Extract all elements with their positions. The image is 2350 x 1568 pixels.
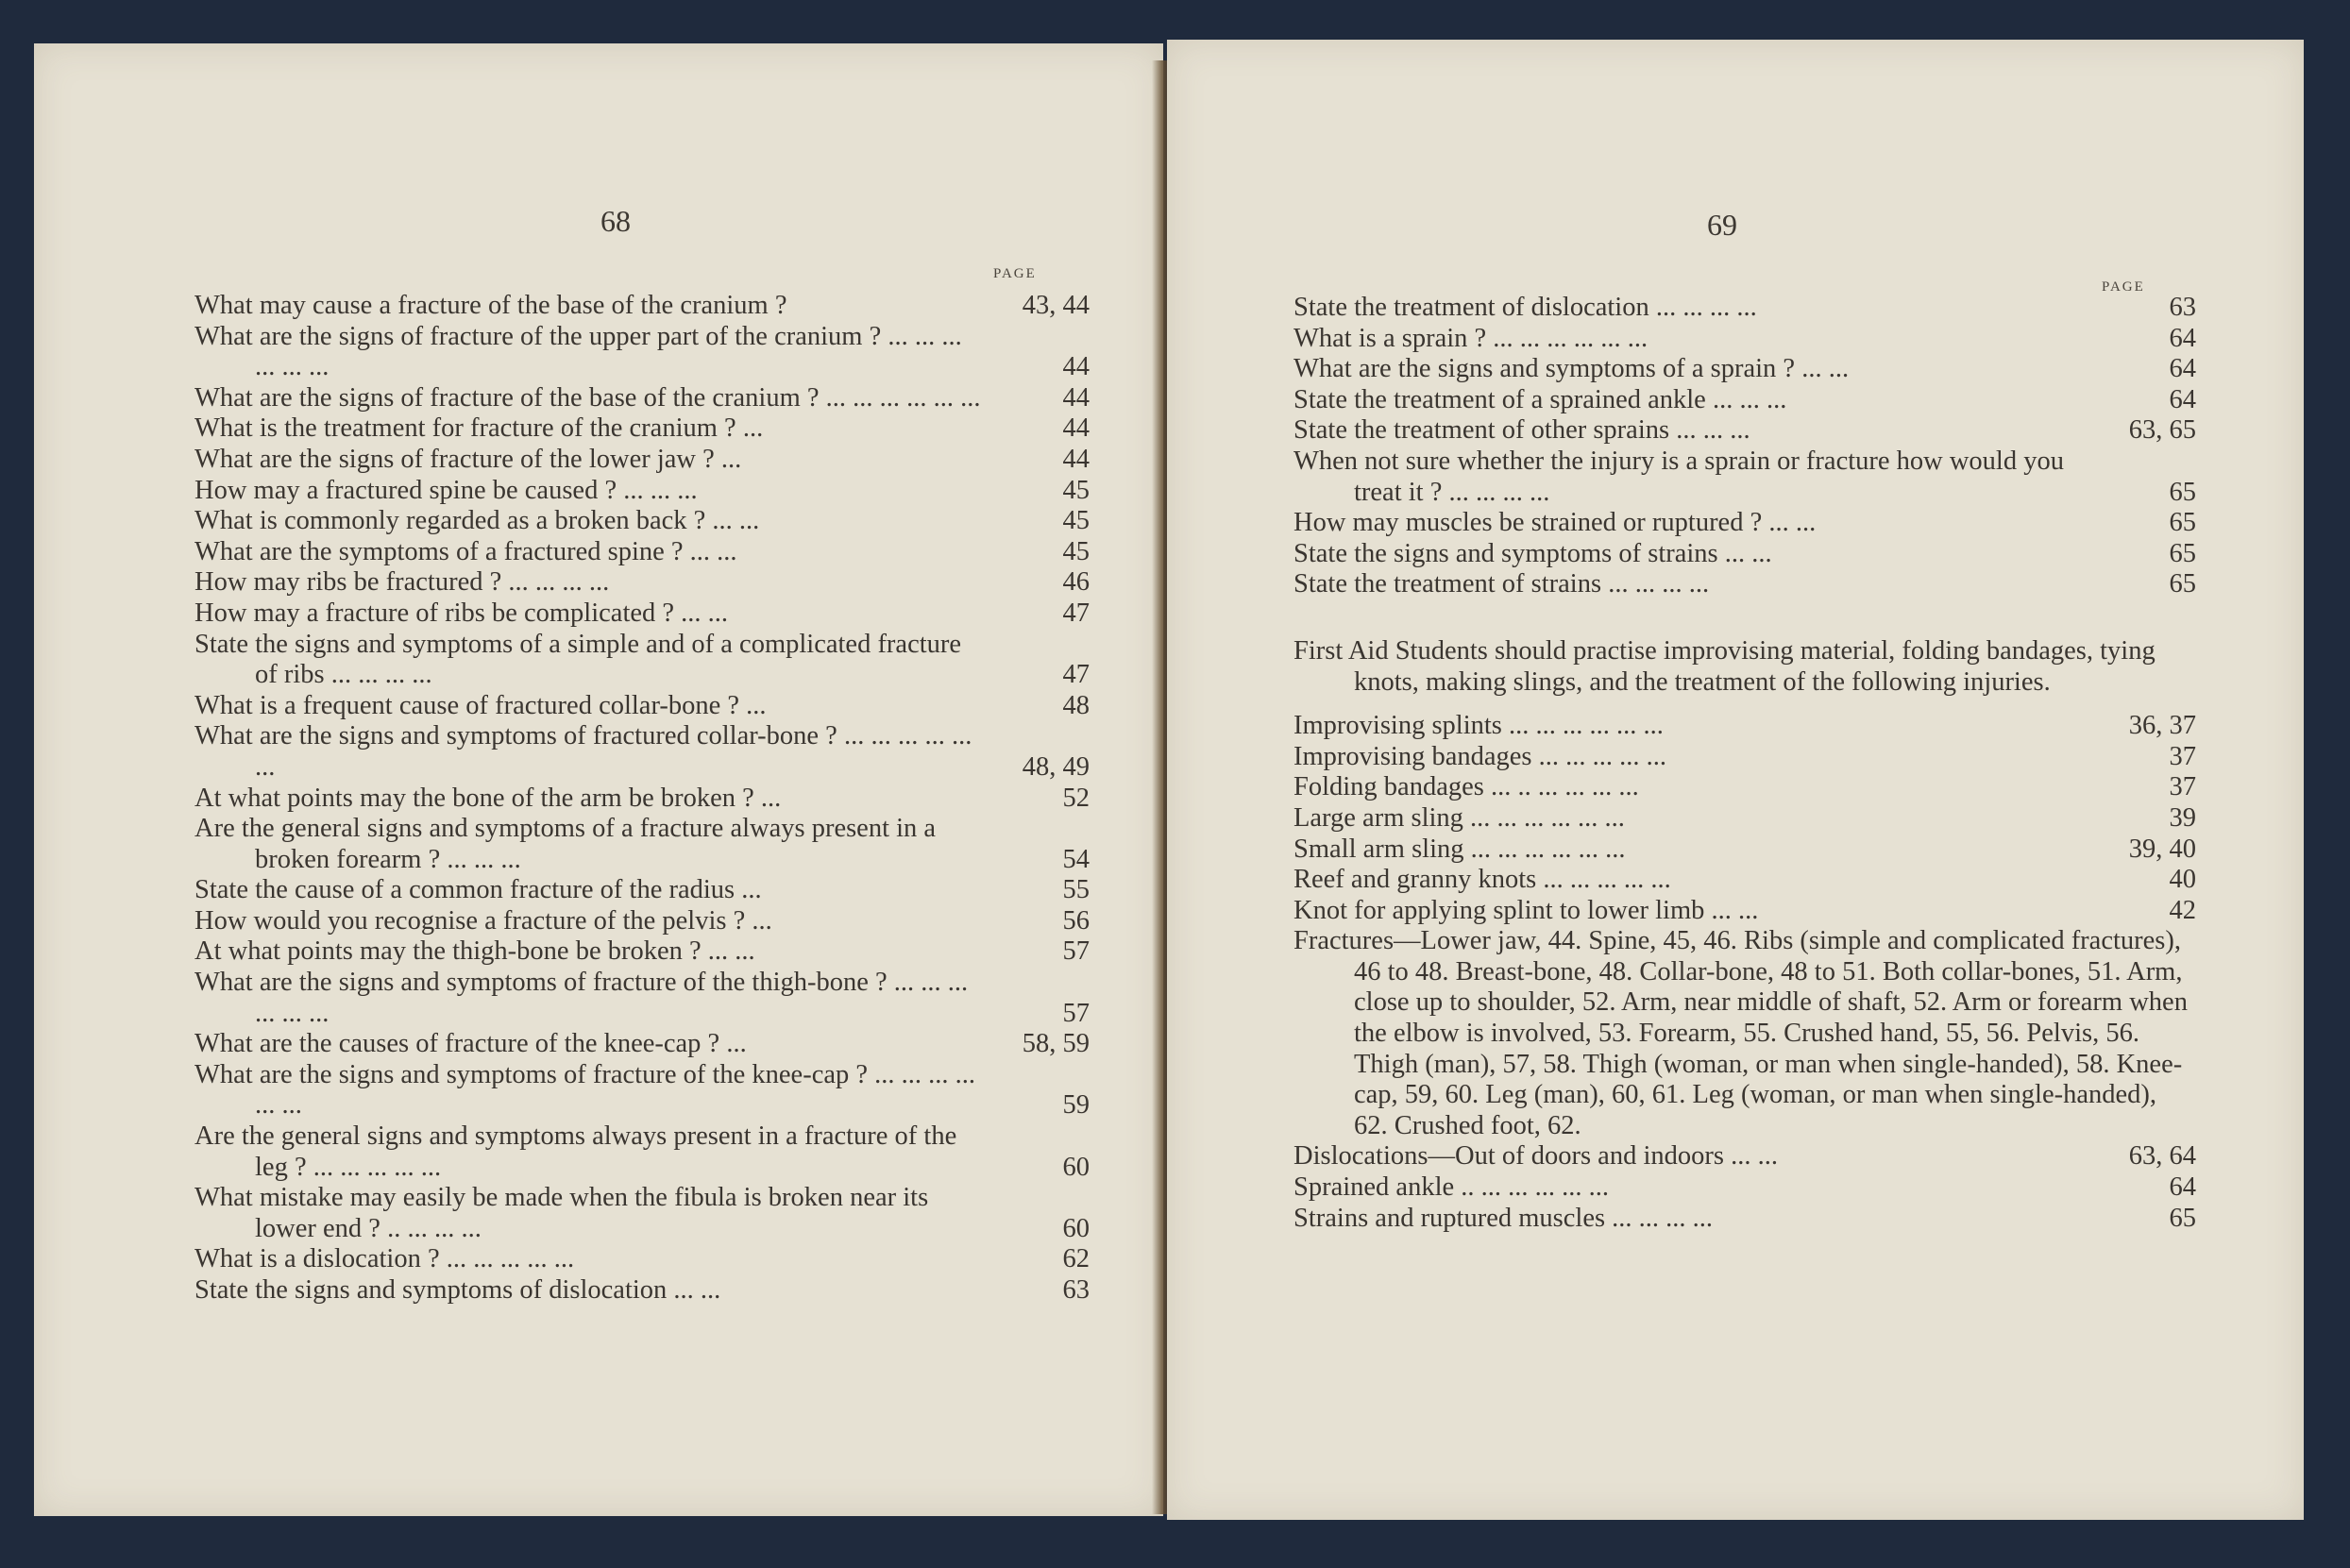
right-page	[1167, 40, 2304, 1520]
entry-text: What may cause a fracture of the base of the cranium ?	[194, 291, 787, 320]
index-entry	[1293, 711, 2196, 742]
index-entry	[194, 875, 1090, 906]
entry-text: Improvising splints ... ... ... ... ... ...	[1293, 711, 1664, 741]
entry-text: How would you recognise a fracture of the pelvis ? ...	[194, 905, 772, 936]
index-entry	[1293, 569, 2196, 600]
index-entry	[1293, 324, 2196, 355]
entry-text: State the signs and symptoms of strains ... ...	[1293, 538, 1772, 568]
entry-page-ref: 45	[1062, 536, 1090, 566]
index-entry	[194, 630, 1090, 691]
index-entry	[1293, 865, 2196, 896]
entry-page-ref: 39, 40	[2128, 834, 2196, 864]
entry-page-ref: 56	[1062, 905, 1090, 936]
page-column-header: PAGE	[993, 266, 1037, 281]
page-number: 69	[1707, 208, 1737, 242]
entry-text: Are the general signs and symptoms of a fracture always present in a broken forearm ? ... ... ...	[194, 814, 937, 874]
entry-page-ref: 62	[1062, 1244, 1090, 1274]
entry-page-ref: 63, 65	[2128, 415, 2196, 446]
index-entry	[194, 383, 1090, 414]
index-entry	[194, 968, 1090, 1029]
index-entry	[1293, 354, 2196, 385]
entry-text: Folding bandages ... .. ... ... ... ...	[1293, 772, 1639, 802]
index-entry	[194, 322, 1090, 383]
index-entry	[194, 1121, 1090, 1183]
entry-page-ref: 44	[1062, 382, 1090, 413]
index-entry	[1293, 447, 2196, 508]
index-entry	[1293, 1172, 2196, 1204]
entry-page-ref: 63, 64	[2128, 1141, 2196, 1172]
entry-page-ref: 54	[1062, 844, 1090, 874]
entry-page-ref: 44	[1062, 352, 1090, 382]
index-entry	[1293, 539, 2196, 570]
index-entry	[194, 537, 1090, 568]
question-list	[194, 291, 1090, 1307]
entry-page-ref: 36, 37	[2128, 711, 2196, 741]
entry-text: At what points may the thigh-bone be broken ? ... ...	[194, 936, 755, 967]
entry-page-ref: 45	[1062, 506, 1090, 536]
index-entry	[1293, 1141, 2196, 1172]
fractures-entry: Fractures—Lower jaw, 44. Spine, 45, 46. Ribs (simple and complicated fractures), 46 to 48. Breast-bone, 48. Collar-bone, 48 to 51. Both collar-bones, 51. Arm, close up to shoulder, 52. Arm, near middle of shaft, 52. Arm or forearm when the elbow is involved, 53. Forearm, 55. Crushed hand, 55, 56. Pelvis, 56. Thigh (man), 57, 58. Thigh (woman, or man when single-handed), 58. Knee-cap, 59, 60. Leg (man), 60, 61. Leg (woman, or man when single-handed), 62. Crushed foot, 62.	[1293, 926, 2188, 1140]
index-entry	[194, 906, 1090, 937]
entry-text: What mistake may easily be made when the fibula is broken near its lower end ? .. ... ... ...	[194, 1183, 929, 1243]
page-column-header: PAGE	[2102, 279, 2145, 295]
index-entry	[194, 1029, 1090, 1060]
entry-text: What are the symptoms of a fractured spine ? ... ...	[194, 536, 737, 566]
entry-page-ref: 63	[1062, 1275, 1090, 1305]
entry-page-ref: 37	[2169, 772, 2196, 802]
page-number: 68	[600, 204, 631, 238]
index-entry	[1293, 772, 2196, 803]
index-entry	[1293, 1204, 2196, 1235]
entry-page-ref: 63	[2169, 293, 2196, 322]
entry-text: State the treatment of a sprained ankle ... ... ...	[1293, 384, 1787, 414]
entry-page-ref: 45	[1062, 475, 1090, 505]
index-entry	[194, 291, 1090, 322]
practice-list	[1293, 711, 2196, 926]
index-entry	[194, 445, 1090, 476]
entry-page-ref: 48	[1062, 690, 1090, 720]
entry-text: What is a frequent cause of fractured collar-bone ? ...	[194, 690, 767, 720]
entry-text: What are the signs of fracture of the upper part of the cranium ? ... ... ... ... ... ...	[194, 321, 962, 382]
entry-text: What are the causes of fracture of the knee-cap ? ...	[194, 1029, 747, 1059]
entry-text: Large arm sling ... ... ... ... ... ...	[1293, 802, 1625, 833]
index-entry	[1293, 508, 2196, 539]
entry-page-ref: 58, 59	[1022, 1029, 1090, 1059]
index-entry	[1293, 803, 2196, 835]
entry-text: Knot for applying splint to lower limb ... ...	[1293, 895, 1759, 925]
entry-page-ref: 47	[1062, 660, 1090, 690]
entry-page-ref: 52	[1062, 783, 1090, 813]
index-entry	[194, 721, 1090, 783]
entry-text: Reef and granny knots ... ... ... ... ...	[1293, 865, 1671, 895]
entry-text: State the cause of a common fracture of the radius ...	[194, 875, 762, 905]
entry-page-ref: 65	[2169, 508, 2196, 538]
index-entry	[1293, 385, 2196, 416]
index-entry	[194, 413, 1090, 445]
index-entry	[194, 936, 1090, 968]
index-list	[1293, 293, 2196, 1234]
index-entry	[194, 814, 1090, 875]
entry-text: How may muscles be strained or ruptured ? ... ...	[1293, 508, 1817, 538]
entry-page-ref: 44	[1062, 413, 1090, 444]
entry-page-ref: 48, 49	[1022, 751, 1090, 782]
entry-page-ref: 47	[1062, 598, 1090, 628]
entry-page-ref: 64	[2169, 1172, 2196, 1203]
entry-text: Small arm sling ... ... ... ... ... ...	[1293, 834, 1626, 864]
entry-text: Are the general signs and symptoms always present in a fracture of the leg ? ... ... ... ... ...	[194, 1121, 957, 1182]
entry-text: What are the signs and symptoms of fracture of the thigh-bone ? ... ... ... ... ... ...	[194, 968, 969, 1028]
entry-text: State the treatment of dislocation ... ... ... ...	[1293, 293, 1757, 322]
left-page	[34, 43, 1163, 1516]
entry-text: How may a fracture of ribs be complicated ? ... ...	[194, 598, 729, 628]
entry-page-ref: 65	[2169, 1203, 2196, 1233]
index-entry	[194, 599, 1090, 630]
entry-text: At what points may the bone of the arm be broken ? ...	[194, 783, 782, 813]
index-entry	[194, 506, 1090, 537]
practice-intro: First Aid Students should practise improvising material, folding bandages, tying knots, making slings, and the treatment of the following injuries.	[1293, 635, 2156, 697]
entry-text: Improvising bandages ... ... ... ... ...	[1293, 741, 1666, 771]
entry-page-ref: 40	[2169, 865, 2196, 895]
entry-page-ref: 46	[1062, 567, 1090, 598]
entry-page-ref: 43, 44	[1022, 291, 1090, 320]
entry-text: What are the signs and symptoms of fracture of the knee-cap ? ... ... ... ... ... ...	[194, 1059, 976, 1121]
entry-page-ref: 65	[2169, 477, 2196, 507]
question-list	[1293, 293, 2196, 600]
index-entry	[1293, 835, 2196, 866]
entry-page-ref: 60	[1062, 1152, 1090, 1182]
entry-page-ref: 65	[2169, 538, 2196, 568]
entry-page-ref: 64	[2169, 354, 2196, 384]
entry-text: State the treatment of other sprains ... ... ...	[1293, 415, 1750, 446]
entry-page-ref: 59	[1062, 1090, 1090, 1121]
entry-text: When not sure whether the injury is a sprain or fracture how would you treat it ? ... ... ... ...	[1293, 446, 2064, 507]
index-entry	[194, 1275, 1090, 1307]
entry-page-ref: 57	[1062, 998, 1090, 1028]
entry-text: State the signs and symptoms of a simple and of a complicated fracture of ribs ... ... ... ...	[194, 629, 962, 690]
entry-text: State the treatment of strains ... ... ... ...	[1293, 569, 1710, 599]
index-entry	[194, 1183, 1090, 1244]
index-entry	[1293, 896, 2196, 927]
index-entry	[194, 1060, 1090, 1121]
entry-page-ref: 44	[1062, 444, 1090, 474]
entry-text: State the signs and symptoms of dislocation ... ...	[194, 1275, 721, 1305]
index-entry	[1293, 293, 2196, 324]
index-entry	[194, 784, 1090, 815]
entry-page-ref: 60	[1062, 1213, 1090, 1243]
index-entry	[1293, 415, 2196, 447]
entry-text: What is commonly regarded as a broken back ? ... ...	[194, 506, 760, 536]
entry-text: What is a sprain ? ... ... ... ... ... ...	[1293, 323, 1648, 353]
entry-text: What are the signs of fracture of the lower jaw ? ...	[194, 444, 742, 474]
index-entry	[194, 567, 1090, 599]
entry-page-ref: 55	[1062, 875, 1090, 905]
entry-page-ref: 64	[2169, 384, 2196, 414]
entry-text: Strains and ruptured muscles ... ... ... ...	[1293, 1203, 1714, 1233]
entry-text: Dislocations—Out of doors and indoors ... ...	[1293, 1141, 1778, 1172]
entry-page-ref: 65	[2169, 569, 2196, 599]
injury-list	[1293, 1141, 2196, 1234]
entry-page-ref: 39	[2169, 802, 2196, 833]
entry-page-ref: 64	[2169, 323, 2196, 353]
entry-text: What is the treatment for fracture of the cranium ? ...	[194, 413, 764, 444]
entry-text: How may ribs be fractured ? ... ... ... ...	[194, 567, 610, 598]
entry-page-ref: 57	[1062, 936, 1090, 967]
index-entry	[1293, 742, 2196, 773]
entry-text: What are the signs and symptoms of fractured collar-bone ? ... ... ... ... ... ...	[194, 721, 972, 782]
entry-page-ref: 42	[2169, 895, 2196, 925]
entry-page-ref: 37	[2169, 741, 2196, 771]
index-entry	[194, 476, 1090, 507]
entry-text: What are the signs and symptoms of a sprain ? ... ...	[1293, 354, 1850, 384]
index-entry	[194, 691, 1090, 722]
index-entry	[194, 1244, 1090, 1275]
entry-text: What are the signs of fracture of the base of the cranium ? ... ... ... ... ... ...	[194, 382, 981, 413]
entry-text: Sprained ankle .. ... ... ... ... ...	[1293, 1172, 1610, 1203]
entry-text: How may a fractured spine be caused ? ... ... ...	[194, 475, 698, 505]
entry-text: What is a dislocation ? ... ... ... ... ...	[194, 1244, 575, 1274]
